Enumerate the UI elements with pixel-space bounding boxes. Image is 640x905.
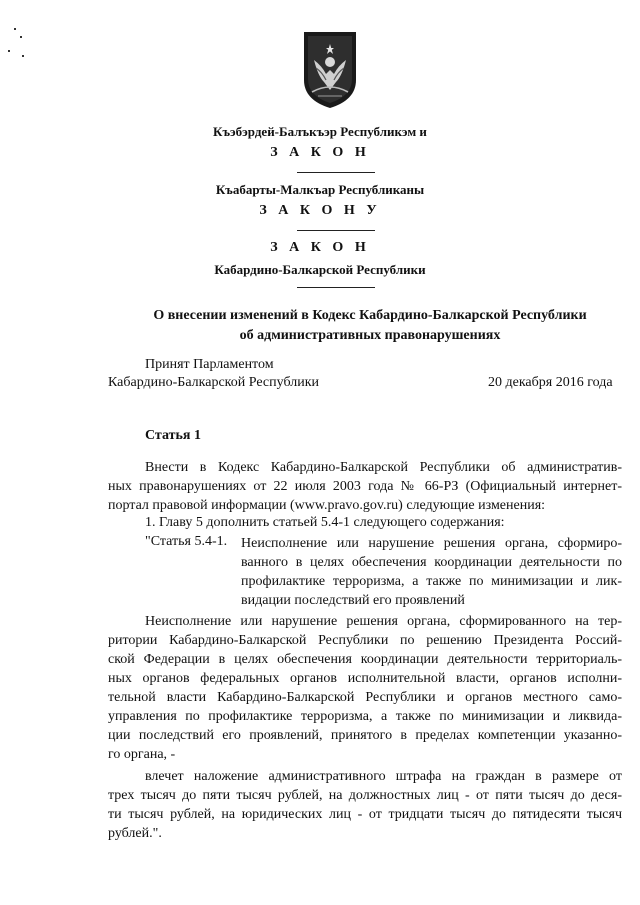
- paragraph-line: управления по профилактике терроризма, а также по минимизации и ликвида-: [108, 709, 622, 724]
- document-title-line: О внесении изменений в Кодекс Кабардино-Балкарской Республики: [153, 308, 587, 323]
- scan-speck: [22, 55, 24, 57]
- paragraph-line: видации последствий его проявлений: [241, 593, 465, 608]
- paragraph-line: тельной власти Кабардино-Балкарской Республики и органов местного само-: [108, 690, 622, 705]
- header-line-russian: Кабардино-Балкарской Республики: [214, 262, 426, 277]
- paragraph-line: ти тысяч рублей, на юридических лиц - от тридцати тысяч до пятидесяти тысяч: [108, 807, 622, 822]
- paragraph-line: Неисполнение или нарушение решения органа, сформиро-: [241, 536, 622, 551]
- header-divider: [297, 172, 375, 173]
- document-title-line: об административных правонарушениях: [239, 328, 501, 343]
- header-divider: [297, 230, 375, 231]
- header-line-balkar: Къабарты-Малкъар Республиканы: [215, 182, 425, 197]
- new-article-title: [241, 534, 622, 610]
- scan-speck: [20, 36, 22, 38]
- adoption-date: 20 декабря 2016 года: [488, 375, 613, 390]
- header-word-zakon-kabardian: З А К О Н: [270, 145, 370, 160]
- paragraph-line: ных органов федеральных органов исполнительной власти, органов исполни-: [108, 671, 622, 686]
- adopted-by-label: Принят Парламентом: [145, 357, 274, 372]
- paragraph-line: ской Федерации в целях обеспечения координации деятельности территориаль-: [108, 652, 622, 667]
- paragraph-line: го органа, -: [108, 747, 176, 762]
- scan-speck: [14, 28, 16, 30]
- amendment-item-1: 1. Главу 5 дополнить статьей 5.4-1 следующего содержания:: [145, 515, 505, 530]
- header-word-zakon-russian: З А К О Н: [270, 240, 370, 255]
- paragraph-line: профилактике терроризма, а также по минимизации и лик-: [241, 574, 622, 589]
- paragraph-line: рублей.".: [108, 826, 162, 841]
- header-line-kabardian: Къэбэрдей-Балъкъэр Республикэм и: [213, 124, 427, 139]
- paragraph-line: портал правовой информации (www.pravo.gov.ru) следующие изменения:: [108, 498, 546, 513]
- paragraph-line: ции последствий его проявлений, принятого в пределах компетенции указанно-: [108, 728, 622, 743]
- document-title: [120, 306, 620, 346]
- paragraph-line: влечет наложение административного штрафа на граждан в размере от: [145, 769, 622, 784]
- offense-description-paragraph: [108, 612, 622, 764]
- paragraph-line: ных правонарушениях от 22 июля 2003 года № 66-РЗ (Официальный интернет-: [108, 479, 622, 494]
- paragraph-line: ванного в целях обеспечения координации деятельности по: [241, 555, 622, 570]
- penalty-paragraph: [108, 767, 622, 843]
- adopted-by-parliament: Кабардино-Балкарской Республики: [108, 375, 319, 390]
- scan-speck: [8, 50, 10, 52]
- coat-of-arms-emblem: [302, 30, 358, 110]
- article-heading: Статья 1: [145, 428, 201, 443]
- header-word-zakonu-balkar: З А К О Н У: [259, 203, 381, 218]
- paragraph-line: Внести в Кодекс Кабардино-Балкарской Республики об административ-: [145, 460, 622, 475]
- header-divider: [297, 287, 375, 288]
- article-intro-paragraph: [108, 458, 622, 515]
- paragraph-line: Неисполнение или нарушение решения органа, сформированного на тер-: [145, 614, 622, 629]
- new-article-label: "Статья 5.4-1.: [145, 534, 228, 549]
- paragraph-line: ритории Кабардино-Балкарской Республики по решению Президента Россий-: [108, 633, 622, 648]
- paragraph-line: трех тысяч до пяти тысяч рублей, на должностных лиц - от пяти тысяч до деся-: [108, 788, 622, 803]
